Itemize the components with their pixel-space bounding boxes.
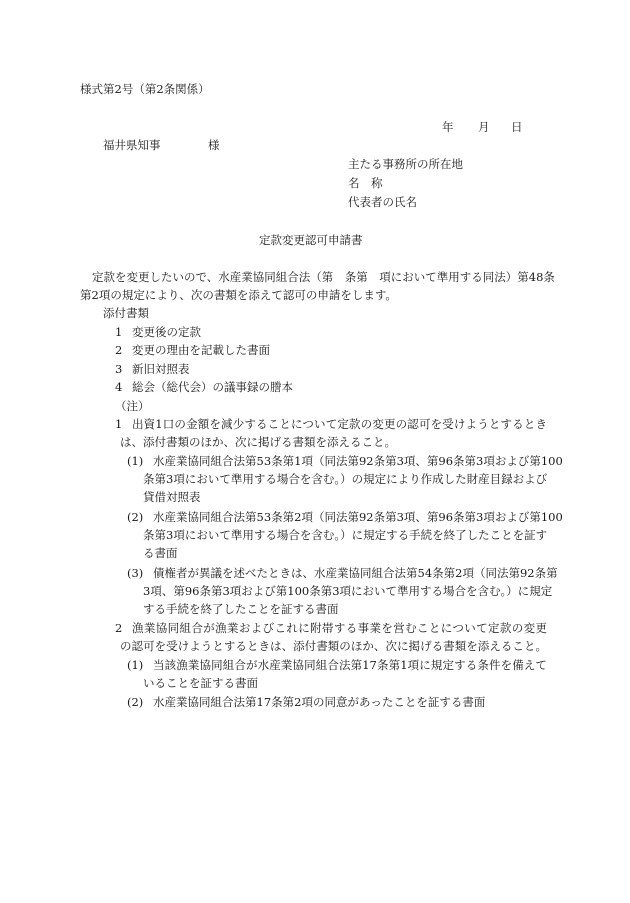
sub-note-num: (1) <box>127 454 144 468</box>
attachment-text: 変更後の定款 <box>132 325 201 339</box>
body-line-2: 第2項の規定により、次の書類を添えて認可の申請をします。 <box>80 288 397 302</box>
sub-note-line: 貸借対照表 <box>143 490 201 504</box>
note-line: 漁業協同組合が漁業およびこれに附帯する事業を営むことについて定款の変更 <box>132 621 547 635</box>
attachment-text: 新旧対照表 <box>132 362 190 376</box>
note-num: 1 <box>115 417 123 431</box>
sub-note-line: 水産業協同組合法第17条第2項の同意があったことを証する書面 <box>153 695 486 709</box>
sub-note-line: いることを証する書面 <box>143 676 258 690</box>
notes-heading: （注） <box>115 399 150 413</box>
note-line: の認可を受けようとするときは、添付書類のほか、次に掲げる書類を添えること。 <box>120 639 547 653</box>
date-day: 日 <box>511 120 523 134</box>
applicant-representative: 代表者の氏名 <box>348 195 417 209</box>
note-line: は、添付書類のほか、次に掲げる書類を添えること。 <box>120 435 396 449</box>
sub-note-line: 3項、第96条第3項および第100条第3項において準用する場合を含む。）に規定 <box>143 584 553 598</box>
sub-note-line: 条第3項において準用する場合を含む。）の規定により作成した財産目録および <box>143 472 548 486</box>
applicant-office-location: 主たる事務所の所在地 <box>348 157 463 171</box>
sub-note-line: 水産業協同組合法第53条第1項（同法第92条第3項、第96条第3項および第100 <box>153 454 563 468</box>
sub-note-num: (2) <box>127 510 144 524</box>
form-number: 様式第2号（第2条関係） <box>80 82 210 96</box>
sub-note-line: 条第3項において準用する場合を含む。）に規定する手続を終了したことを証す <box>143 528 548 542</box>
body-line-1: 定款を変更したいので、水産業協同組合法（第 条第 項において準用する同法）第48条 <box>92 270 555 284</box>
note-num: 2 <box>115 621 123 635</box>
applicant-name: 名 称 <box>348 176 383 190</box>
sub-note-num: (1) <box>127 658 144 672</box>
attachment-num: 2 <box>115 343 123 357</box>
sub-note-num: (3) <box>127 566 144 580</box>
addressee-name: 福井県知事 <box>103 138 161 152</box>
attachment-num: 4 <box>115 380 123 394</box>
sub-note-line: 水産業協同組合法第53条第2項（同法第92条第3項、第96条第3項および第100 <box>153 510 563 524</box>
attachment-num: 3 <box>115 362 123 376</box>
attachment-text: 総会（総代会）の議事録の謄本 <box>132 380 293 394</box>
sub-note-line: 当該漁業協同組合が水産業協同組合法第17条第1項に規定する条件を備えて <box>153 658 547 672</box>
sub-note-line: する手続を終了したことを証する書面 <box>143 602 339 616</box>
sub-note-line: る書面 <box>143 546 178 560</box>
attachment-num: 1 <box>115 325 123 339</box>
attachment-text: 変更の理由を記載した書面 <box>132 343 270 357</box>
sub-note-line: 債権者が異議を述べたときは、水産業協同組合法第54条第2項（同法第92条第 <box>153 566 558 580</box>
attachments-heading: 添付書類 <box>103 306 149 320</box>
note-line: 出資1口の金額を減少することについて定款の変更の認可を受けようとするとき <box>132 417 547 431</box>
date-month: 月 <box>478 120 490 134</box>
addressee-honorific: 様 <box>208 138 220 152</box>
date-year: 年 <box>442 120 454 134</box>
sub-note-num: (2) <box>127 695 144 709</box>
document-title: 定款変更認可申請書 <box>259 233 363 247</box>
